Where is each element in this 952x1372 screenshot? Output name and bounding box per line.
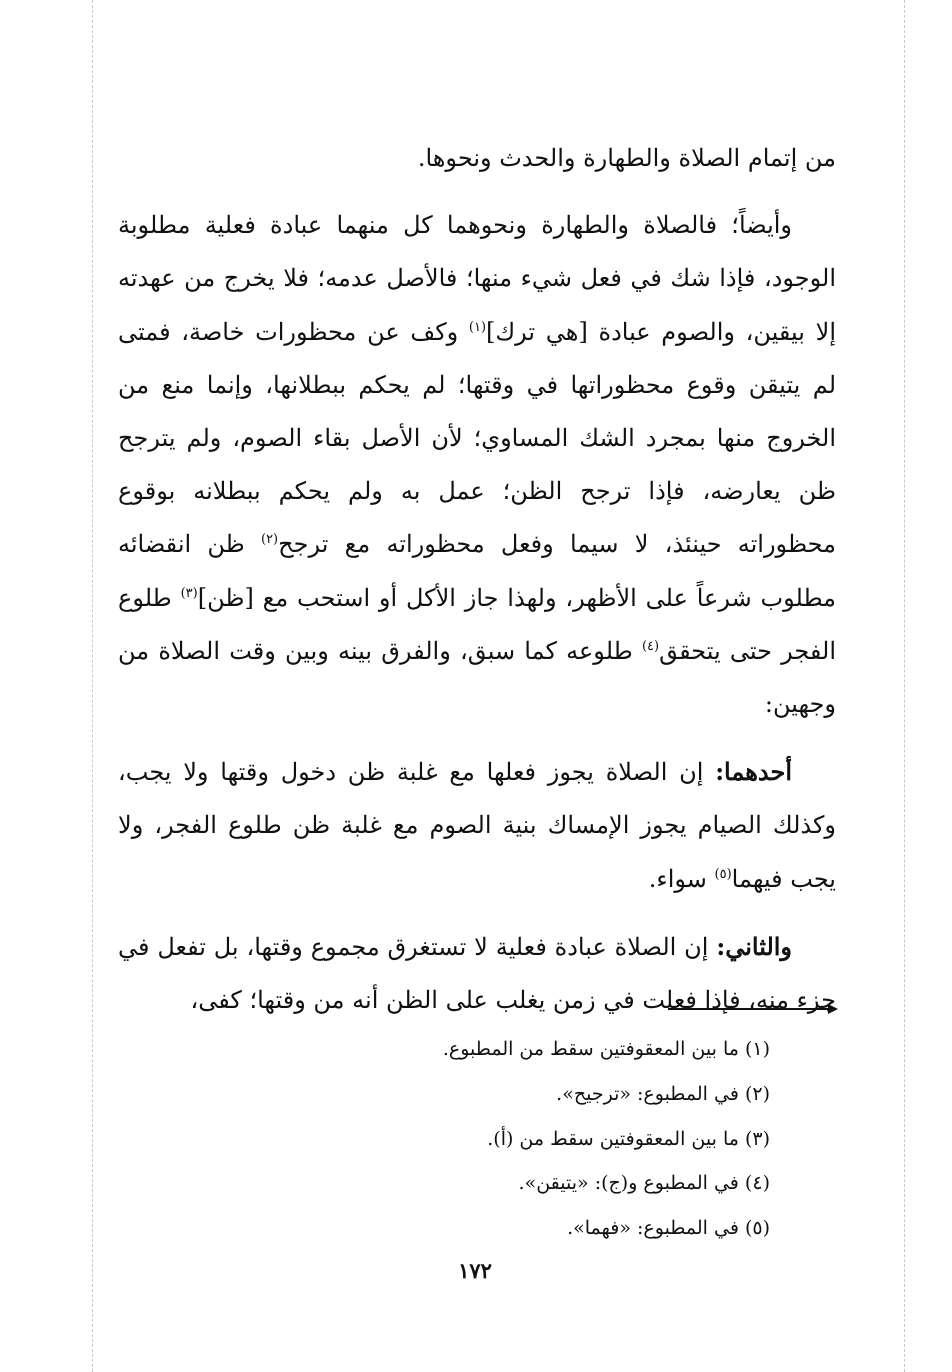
- paragraph-text: إن الصلاة يجوز فعلها مع غلبة ظن دخول وقتها ولا يجب، وكذلك الصيام يجوز الإمساك بنية الصوم مع غلبة ظن طلوع الفجر، ولا يجب فيهما: [118, 758, 837, 893]
- paragraph-body: [118, 199, 836, 731]
- footnote-5: (٥) في المطبوع: «فهما».: [567, 1217, 770, 1240]
- footnote-ref-2: (٢): [260, 532, 279, 548]
- paragraph-text: وكف عن محظورات خاصة، فمتى لم يتيقن وقوع محظوراتها في وقتها؛ لم يحكم ببطلانها، وإنما منع من الخروج منها بمجرد الشك المساوي؛ لأن الأصل بقاء الصوم، ولم يترجح ظن يعارضه، فإذا ترجح الظن؛ عمل به ولم يحكم ببطلانه بوقوع محظوراته حينئذ، لا سيما وفعل محظوراته مع ترجح: [118, 317, 836, 559]
- paragraph-text: طلوعه كما سبق، والفرق بينه وبين وقت الصلاة من وجهين:: [118, 636, 836, 719]
- footnote-separator: [668, 1008, 836, 1010]
- footnote-ref-1: (١): [468, 319, 487, 335]
- paragraph-text: إن الصلاة عبادة فعلية لا تستغرق مجموع وقتها، بل تفعل في جزء منه، فإذا فعلت في زمن يغلب على الظن أنه من وقتها؛ كفى،: [118, 932, 836, 1015]
- paragraph-text: طلوع الفجر حتى يتحقق: [118, 583, 836, 665]
- footnote-3: (٣) ما بين المعقوفتين سقط من (أ).: [487, 1127, 770, 1150]
- paragraph-second-aspect: [118, 920, 836, 1027]
- footnote-ref-5: (٥): [714, 866, 732, 882]
- paragraph-text: ظن انقضائه مطلوب شرعاً على الأظهر، ولهذا جاز الأكل أو استحب مع [ظن]: [118, 530, 836, 612]
- footnote-1: (١) ما بين المعقوفتين سقط من المطبوع.: [442, 1038, 770, 1060]
- footnote-ref-4: (٤): [641, 638, 660, 654]
- footnote-4: (٤) في المطبوع و(ج): «يتيقن».: [518, 1172, 770, 1195]
- lead-word-second: والثاني:: [716, 931, 793, 961]
- page-number: ١٧٢: [458, 1258, 492, 1283]
- paragraph-text: سواء.: [648, 864, 715, 893]
- footnote-2: (٢) في المطبوع: «ترجيح».: [556, 1082, 770, 1105]
- footnote-ref-3: (٣): [180, 585, 198, 601]
- paragraph-text: وأيضاً؛ فالصلاة والطهارة ونحوهما كل منهما عبادة فعلية مطلوبة الوجود، فإذا شك في فعل شيء منها؛ فالأصل عدمه؛ فلا يخرج من عهدته إلا بيقين، والصوم عبادة [هي ترك]: [118, 211, 836, 346]
- scan-guide-left: [92, 0, 93, 1372]
- main-text: [118, 132, 836, 1027]
- scan-guide-right: [904, 0, 905, 1372]
- footnotes: [300, 1027, 770, 1251]
- lead-word-first: أحدهما:: [715, 757, 792, 787]
- paragraph-continuation: من إتمام الصلاة والطهارة والحدث ونحوها.: [417, 144, 836, 172]
- paragraph-first-aspect: [118, 745, 836, 906]
